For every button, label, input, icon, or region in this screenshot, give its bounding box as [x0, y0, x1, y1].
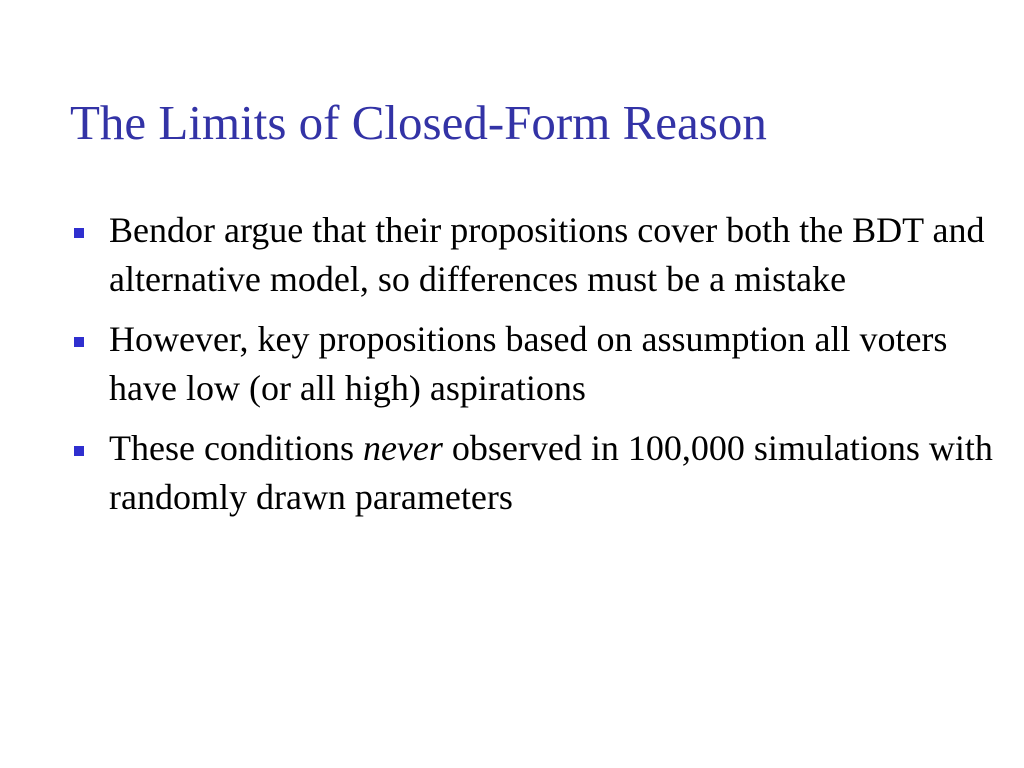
bullet-list: [70, 206, 1005, 533]
bullet-item: [70, 424, 1005, 522]
bullet-item: [70, 315, 1005, 413]
bullet-emphasis: never: [362, 428, 443, 468]
square-bullet-icon: [74, 446, 84, 456]
bullet-text: [109, 428, 993, 517]
bullet-item: [70, 206, 1005, 304]
bullet-text-after: observed in 100,000 simulations with randomly drawn parameters: [109, 428, 993, 517]
bullet-text: However, key propositions based on assumption all voters have low (or all high) aspirations: [109, 319, 948, 408]
square-bullet-icon: [74, 228, 84, 238]
bullet-text-before: These conditions: [109, 428, 363, 468]
square-bullet-icon: [74, 337, 84, 347]
bullet-text: Bendor argue that their propositions cover both the BDT and alternative model, so differences must be a mistake: [109, 210, 985, 299]
slide-title: The Limits of Closed-Form Reason: [70, 95, 767, 150]
